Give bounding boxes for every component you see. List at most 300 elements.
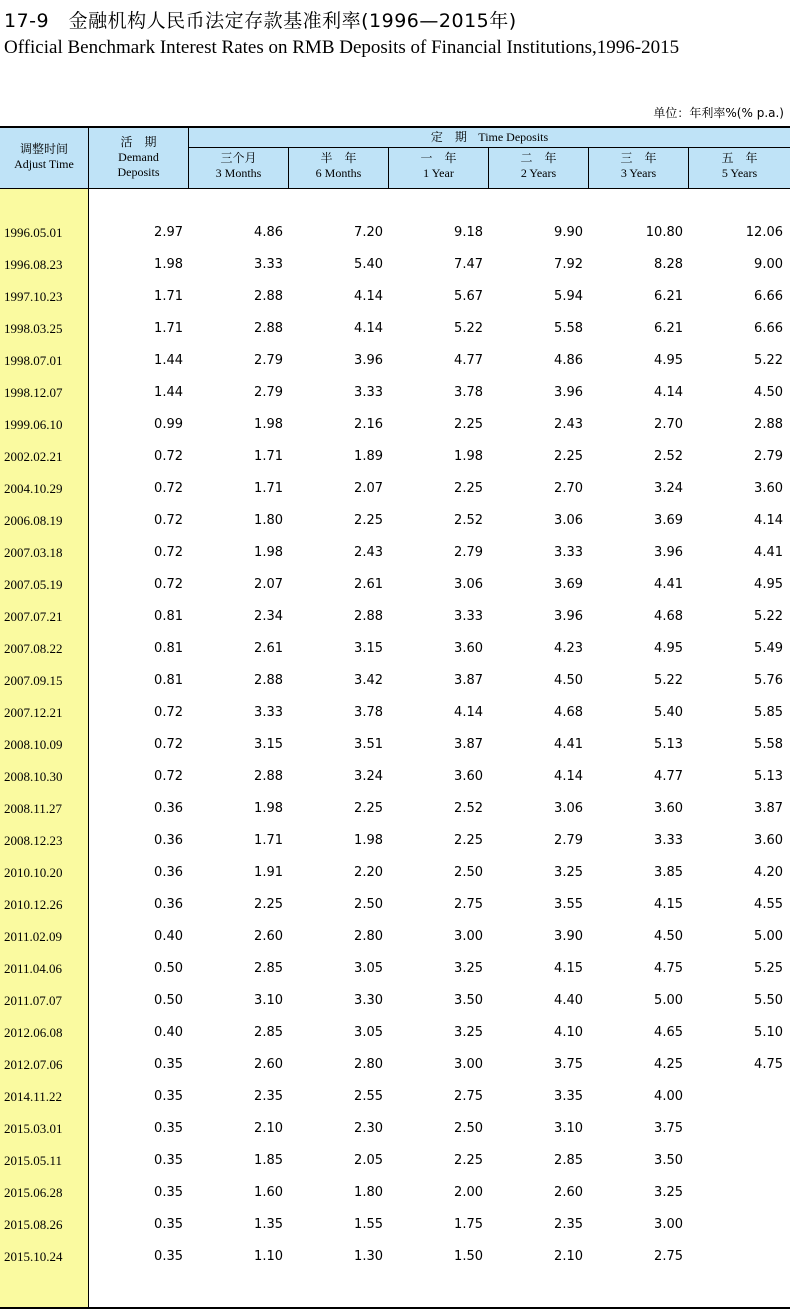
cell-2-years: 5.94 — [554, 289, 583, 304]
cell-adjust-time: 1998.07.01 — [4, 353, 63, 368]
header-term-en: 6 Months — [315, 166, 362, 180]
cell-1-year: 2.52 — [454, 801, 483, 816]
cell-demand: 0.72 — [154, 449, 183, 464]
cell-demand: 0.50 — [154, 961, 183, 976]
cell-6-months: 2.16 — [354, 417, 383, 432]
cell-5-years: 4.14 — [754, 513, 783, 528]
cell-3-years: 3.25 — [654, 1185, 683, 1200]
cell-demand: 0.72 — [154, 769, 183, 784]
cell-demand: 1.98 — [154, 257, 183, 272]
table-row — [0, 256, 790, 288]
table-row — [0, 384, 790, 416]
cell-6-months: 2.20 — [354, 865, 383, 880]
cell-6-months: 3.24 — [354, 769, 383, 784]
header-demand-en1: Demand — [118, 150, 159, 164]
table-row — [0, 992, 790, 1024]
cell-demand: 0.36 — [154, 801, 183, 816]
cell-adjust-time: 2007.09.15 — [4, 673, 63, 688]
cell-1-year: 3.00 — [454, 929, 483, 944]
cell-6-months: 2.25 — [354, 513, 383, 528]
cell-6-months: 3.30 — [354, 993, 383, 1008]
table-row — [0, 608, 790, 640]
cell-adjust-time: 1996.08.23 — [4, 257, 63, 272]
cell-demand: 0.72 — [154, 481, 183, 496]
cell-2-years: 3.90 — [554, 929, 583, 944]
cell-3-months: 1.60 — [254, 1185, 283, 1200]
cell-2-years: 4.68 — [554, 705, 583, 720]
cell-3-years: 3.00 — [654, 1217, 683, 1232]
header-term-2-years — [489, 148, 589, 188]
cell-adjust-time: 2002.02.21 — [4, 449, 63, 464]
cell-3-months: 2.61 — [254, 641, 283, 656]
cell-adjust-time: 2010.10.20 — [4, 865, 63, 880]
cell-3-months: 2.88 — [254, 289, 283, 304]
cell-demand: 0.36 — [154, 897, 183, 912]
cell-5-years: 5.76 — [754, 673, 783, 688]
cell-3-years: 5.13 — [654, 737, 683, 752]
cell-6-months: 1.80 — [354, 1185, 383, 1200]
table-row — [0, 320, 790, 352]
cell-6-months: 4.14 — [354, 289, 383, 304]
cell-1-year: 2.79 — [454, 545, 483, 560]
table-row — [0, 224, 790, 256]
cell-1-year: 2.25 — [454, 481, 483, 496]
cell-1-year: 3.60 — [454, 641, 483, 656]
cell-demand: 0.50 — [154, 993, 183, 1008]
header-term-1-year — [389, 148, 489, 188]
cell-3-years: 4.77 — [654, 769, 683, 784]
cell-adjust-time: 2012.07.06 — [4, 1057, 63, 1072]
cell-2-years: 3.06 — [554, 513, 583, 528]
table-body — [0, 224, 790, 1280]
cell-3-months: 1.10 — [254, 1249, 283, 1264]
cell-demand: 0.35 — [154, 1249, 183, 1264]
table-row — [0, 672, 790, 704]
header-term-en: 3 Years — [620, 166, 657, 180]
cell-2-years: 2.25 — [554, 449, 583, 464]
cell-6-months: 3.05 — [354, 961, 383, 976]
cell-5-years: 5.22 — [754, 353, 783, 368]
cell-3-years: 4.50 — [654, 929, 683, 944]
cell-3-years: 4.25 — [654, 1057, 683, 1072]
cell-6-months: 2.88 — [354, 609, 383, 624]
cell-2-years: 3.33 — [554, 545, 583, 560]
cell-1-year: 9.18 — [454, 225, 483, 240]
table-row — [0, 1056, 790, 1088]
header-term-3-years — [589, 148, 689, 188]
cell-6-months: 2.05 — [354, 1153, 383, 1168]
cell-adjust-time: 2015.06.28 — [4, 1185, 63, 1200]
cell-5-years: 4.41 — [754, 545, 783, 560]
table-row — [0, 896, 790, 928]
cell-2-years: 3.96 — [554, 385, 583, 400]
cell-3-years: 4.00 — [654, 1089, 683, 1104]
cell-3-years: 2.70 — [654, 417, 683, 432]
cell-1-year: 5.22 — [454, 321, 483, 336]
table-row — [0, 768, 790, 800]
cell-2-years: 4.10 — [554, 1025, 583, 1040]
cell-5-years: 3.60 — [754, 481, 783, 496]
cell-1-year: 2.25 — [454, 833, 483, 848]
cell-adjust-time: 2008.10.09 — [4, 737, 63, 752]
cell-2-years: 9.90 — [554, 225, 583, 240]
header-adjust-cn: 调整时间 — [19, 142, 68, 156]
header-term-en: 1 Year — [423, 166, 454, 180]
cell-demand: 0.35 — [154, 1089, 183, 1104]
cell-demand: 0.40 — [154, 929, 183, 944]
cell-3-months: 2.79 — [254, 385, 283, 400]
cell-3-years: 3.75 — [654, 1121, 683, 1136]
cell-adjust-time: 2011.07.07 — [4, 993, 63, 1008]
header-term-cn: 半 年 — [320, 151, 357, 165]
cell-adjust-time: 2012.06.08 — [4, 1025, 63, 1040]
cell-6-months: 1.89 — [354, 449, 383, 464]
table-row — [0, 544, 790, 576]
table-row — [0, 352, 790, 384]
cell-demand: 1.71 — [154, 289, 183, 304]
cell-5-years: 6.66 — [754, 321, 783, 336]
cell-3-months: 1.71 — [254, 833, 283, 848]
cell-1-year: 2.52 — [454, 513, 483, 528]
cell-3-years: 3.60 — [654, 801, 683, 816]
cell-3-years: 3.50 — [654, 1153, 683, 1168]
cell-3-years: 5.00 — [654, 993, 683, 1008]
cell-5-years: 2.88 — [754, 417, 783, 432]
cell-3-months: 1.35 — [254, 1217, 283, 1232]
cell-1-year: 4.77 — [454, 353, 483, 368]
header-time-en: Time Deposits — [478, 130, 549, 144]
cell-adjust-time: 1998.12.07 — [4, 385, 63, 400]
cell-5-years: 3.60 — [754, 833, 783, 848]
cell-5-years: 3.87 — [754, 801, 783, 816]
cell-6-months: 2.25 — [354, 801, 383, 816]
cell-demand: 2.97 — [154, 225, 183, 240]
page-title: 17-9 金融机构人民币法定存款基准利率(1996—2015年) — [4, 10, 517, 32]
cell-2-years: 4.23 — [554, 641, 583, 656]
cell-demand: 0.40 — [154, 1025, 183, 1040]
header-adjust-en: Adjust Time — [14, 157, 74, 171]
cell-1-year: 1.50 — [454, 1249, 483, 1264]
header-adjust-time — [0, 128, 89, 188]
cell-6-months: 3.42 — [354, 673, 383, 688]
cell-5-years: 4.95 — [754, 577, 783, 592]
cell-6-months: 2.30 — [354, 1121, 383, 1136]
cell-1-year: 3.78 — [454, 385, 483, 400]
cell-3-months: 2.25 — [254, 897, 283, 912]
cell-adjust-time: 1998.03.25 — [4, 321, 63, 336]
cell-3-months: 2.85 — [254, 961, 283, 976]
cell-5-years: 4.55 — [754, 897, 783, 912]
cell-2-years: 2.43 — [554, 417, 583, 432]
cell-3-months: 2.85 — [254, 1025, 283, 1040]
cell-1-year: 4.14 — [454, 705, 483, 720]
header-rule — [0, 188, 790, 189]
cell-2-years: 3.75 — [554, 1057, 583, 1072]
table-row — [0, 1088, 790, 1120]
cell-5-years: 5.13 — [754, 769, 783, 784]
page-subtitle: Official Benchmark Interest Rates on RMB Deposits of Financial Institutions,1996-2015 — [4, 37, 680, 58]
cell-demand: 0.36 — [154, 865, 183, 880]
cell-3-years: 4.75 — [654, 961, 683, 976]
table-row — [0, 960, 790, 992]
cell-1-year: 1.75 — [454, 1217, 483, 1232]
cell-3-months: 2.88 — [254, 769, 283, 784]
cell-3-months: 1.71 — [254, 449, 283, 464]
header-demand-cn: 活 期 — [120, 135, 157, 149]
header-term-5-years — [689, 148, 790, 188]
cell-2-years: 3.96 — [554, 609, 583, 624]
header-term-cn: 一 年 — [420, 151, 457, 165]
cell-3-years: 4.14 — [654, 385, 683, 400]
table-row — [0, 864, 790, 896]
cell-demand: 0.81 — [154, 641, 183, 656]
cell-1-year: 3.25 — [454, 961, 483, 976]
cell-1-year: 2.00 — [454, 1185, 483, 1200]
cell-3-years: 3.85 — [654, 865, 683, 880]
cell-3-months: 3.33 — [254, 705, 283, 720]
cell-6-months: 2.55 — [354, 1089, 383, 1104]
cell-demand: 0.36 — [154, 833, 183, 848]
cell-6-months: 7.20 — [354, 225, 383, 240]
cell-1-year: 2.75 — [454, 897, 483, 912]
cell-5-years: 2.79 — [754, 449, 783, 464]
cell-6-months: 1.98 — [354, 833, 383, 848]
cell-3-years: 4.68 — [654, 609, 683, 624]
cell-3-years: 8.28 — [654, 257, 683, 272]
cell-6-months: 3.33 — [354, 385, 383, 400]
cell-demand: 0.72 — [154, 705, 183, 720]
table-row — [0, 1152, 790, 1184]
cell-1-year: 2.25 — [454, 417, 483, 432]
cell-demand: 0.72 — [154, 513, 183, 528]
cell-1-year: 1.98 — [454, 449, 483, 464]
cell-3-months: 3.15 — [254, 737, 283, 752]
cell-6-months: 1.30 — [354, 1249, 383, 1264]
cell-adjust-time: 2008.11.27 — [4, 801, 63, 816]
cell-3-months: 2.79 — [254, 353, 283, 368]
cell-5-years: 5.49 — [754, 641, 783, 656]
cell-2-years: 2.35 — [554, 1217, 583, 1232]
table-row — [0, 512, 790, 544]
cell-adjust-time: 2004.10.29 — [4, 481, 63, 496]
rates-table — [0, 126, 790, 1309]
cell-2-years: 2.85 — [554, 1153, 583, 1168]
cell-3-years: 6.21 — [654, 289, 683, 304]
cell-5-years: 6.66 — [754, 289, 783, 304]
cell-3-years: 3.24 — [654, 481, 683, 496]
cell-3-months: 2.07 — [254, 577, 283, 592]
cell-adjust-time: 2014.11.22 — [4, 1089, 63, 1104]
cell-5-years: 5.00 — [754, 929, 783, 944]
cell-6-months: 3.96 — [354, 353, 383, 368]
cell-6-months: 2.61 — [354, 577, 383, 592]
cell-1-year: 3.87 — [454, 737, 483, 752]
table-row — [0, 576, 790, 608]
cell-demand: 0.35 — [154, 1121, 183, 1136]
cell-demand: 1.44 — [154, 353, 183, 368]
cell-6-months: 2.07 — [354, 481, 383, 496]
table-row — [0, 800, 790, 832]
cell-demand: 0.35 — [154, 1185, 183, 1200]
unit-label: 单位：年利率%(% p.a.) — [653, 106, 784, 120]
cell-2-years: 3.25 — [554, 865, 583, 880]
cell-3-years: 3.69 — [654, 513, 683, 528]
table-row — [0, 1184, 790, 1216]
cell-adjust-time: 2015.03.01 — [4, 1121, 63, 1136]
cell-1-year: 2.50 — [454, 1121, 483, 1136]
cell-6-months: 5.40 — [354, 257, 383, 272]
cell-adjust-time: 2007.07.21 — [4, 609, 63, 624]
cell-adjust-time: 2015.05.11 — [4, 1153, 63, 1168]
cell-3-months: 2.34 — [254, 609, 283, 624]
cell-6-months: 4.14 — [354, 321, 383, 336]
cell-adjust-time: 2006.08.19 — [4, 513, 63, 528]
cell-demand: 0.72 — [154, 577, 183, 592]
cell-demand: 1.71 — [154, 321, 183, 336]
cell-1-year: 2.25 — [454, 1153, 483, 1168]
cell-5-years: 4.20 — [754, 865, 783, 880]
cell-2-years: 3.55 — [554, 897, 583, 912]
cell-2-years: 4.14 — [554, 769, 583, 784]
cell-3-months: 3.10 — [254, 993, 283, 1008]
header-time-deposits — [189, 128, 790, 148]
header-term-cn: 三 年 — [620, 151, 657, 165]
cell-5-years: 5.22 — [754, 609, 783, 624]
header-demand-deposits — [89, 128, 189, 188]
cell-3-months: 2.88 — [254, 321, 283, 336]
cell-1-year: 3.50 — [454, 993, 483, 1008]
cell-6-months: 2.80 — [354, 929, 383, 944]
cell-6-months: 2.43 — [354, 545, 383, 560]
cell-3-years: 3.33 — [654, 833, 683, 848]
cell-5-years: 5.58 — [754, 737, 783, 752]
header-demand-en2: Deposits — [117, 165, 160, 179]
header-term-cn: 二 年 — [520, 151, 557, 165]
cell-2-years: 7.92 — [554, 257, 583, 272]
cell-adjust-time: 2015.10.24 — [4, 1249, 63, 1264]
cell-3-years: 6.21 — [654, 321, 683, 336]
cell-2-years: 2.70 — [554, 481, 583, 496]
header-term-en: 3 Months — [215, 166, 262, 180]
cell-adjust-time: 1997.10.23 — [4, 289, 63, 304]
cell-5-years: 12.06 — [745, 225, 783, 240]
cell-2-years: 4.50 — [554, 673, 583, 688]
cell-3-years: 3.96 — [654, 545, 683, 560]
table-row — [0, 448, 790, 480]
table-row — [0, 640, 790, 672]
cell-6-months: 3.78 — [354, 705, 383, 720]
cell-3-months: 2.60 — [254, 1057, 283, 1072]
cell-3-months: 1.80 — [254, 513, 283, 528]
cell-demand: 0.72 — [154, 545, 183, 560]
cell-adjust-time: 2008.12.23 — [4, 833, 63, 848]
cell-adjust-time: 2007.12.21 — [4, 705, 63, 720]
header-term-cn: 五 年 — [721, 151, 758, 165]
cell-5-years: 9.00 — [754, 257, 783, 272]
cell-1-year: 3.06 — [454, 577, 483, 592]
table-row — [0, 832, 790, 864]
cell-adjust-time: 1996.05.01 — [4, 225, 63, 240]
cell-1-year: 5.67 — [454, 289, 483, 304]
cell-5-years: 5.25 — [754, 961, 783, 976]
cell-2-years: 3.06 — [554, 801, 583, 816]
cell-demand: 1.44 — [154, 385, 183, 400]
cell-3-months: 1.91 — [254, 865, 283, 880]
cell-6-months: 3.05 — [354, 1025, 383, 1040]
cell-adjust-time: 2015.08.26 — [4, 1217, 63, 1232]
cell-demand: 0.35 — [154, 1217, 183, 1232]
cell-3-years: 2.52 — [654, 449, 683, 464]
cell-adjust-time: 1999.06.10 — [4, 417, 63, 432]
table-row — [0, 736, 790, 768]
cell-3-months: 2.88 — [254, 673, 283, 688]
cell-2-years: 4.15 — [554, 961, 583, 976]
table-row — [0, 1024, 790, 1056]
cell-adjust-time: 2007.05.19 — [4, 577, 63, 592]
cell-6-months: 1.55 — [354, 1217, 383, 1232]
cell-3-months: 1.98 — [254, 545, 283, 560]
cell-3-months: 1.85 — [254, 1153, 283, 1168]
cell-2-years: 2.60 — [554, 1185, 583, 1200]
cell-1-year: 3.00 — [454, 1057, 483, 1072]
cell-5-years: 4.75 — [754, 1057, 783, 1072]
cell-3-months: 2.10 — [254, 1121, 283, 1136]
cell-5-years: 5.50 — [754, 993, 783, 1008]
cell-3-years: 10.80 — [645, 225, 683, 240]
cell-2-years: 3.10 — [554, 1121, 583, 1136]
header-term-6-months — [289, 148, 389, 188]
cell-6-months: 2.50 — [354, 897, 383, 912]
cell-adjust-time: 2008.10.30 — [4, 769, 63, 784]
cell-2-years: 3.35 — [554, 1089, 583, 1104]
header-term-3-months — [189, 148, 289, 188]
table-row — [0, 928, 790, 960]
cell-3-months: 1.98 — [254, 417, 283, 432]
cell-3-years: 4.41 — [654, 577, 683, 592]
cell-2-years: 2.79 — [554, 833, 583, 848]
table-row — [0, 480, 790, 512]
cell-adjust-time: 2010.12.26 — [4, 897, 63, 912]
cell-2-years: 4.41 — [554, 737, 583, 752]
cell-3-months: 2.35 — [254, 1089, 283, 1104]
cell-1-year: 3.87 — [454, 673, 483, 688]
table-row — [0, 288, 790, 320]
cell-5-years: 5.10 — [754, 1025, 783, 1040]
cell-5-years: 5.85 — [754, 705, 783, 720]
cell-3-years: 5.40 — [654, 705, 683, 720]
cell-3-years: 5.22 — [654, 673, 683, 688]
cell-1-year: 2.50 — [454, 865, 483, 880]
cell-3-years: 2.75 — [654, 1249, 683, 1264]
table-row — [0, 1216, 790, 1248]
cell-demand: 0.35 — [154, 1153, 183, 1168]
cell-3-months: 2.60 — [254, 929, 283, 944]
cell-1-year: 3.60 — [454, 769, 483, 784]
cell-3-years: 4.95 — [654, 641, 683, 656]
header-term-en: 2 Years — [520, 166, 557, 180]
cell-demand: 0.99 — [154, 417, 183, 432]
cell-2-years: 2.10 — [554, 1249, 583, 1264]
cell-3-months: 4.86 — [254, 225, 283, 240]
header-time-cn: 定 期 — [430, 130, 467, 144]
cell-6-months: 3.51 — [354, 737, 383, 752]
header-term-cn: 三个月 — [220, 151, 257, 165]
cell-demand: 0.81 — [154, 609, 183, 624]
cell-3-years: 4.95 — [654, 353, 683, 368]
cell-3-months: 3.33 — [254, 257, 283, 272]
cell-2-years: 4.40 — [554, 993, 583, 1008]
cell-1-year: 3.25 — [454, 1025, 483, 1040]
